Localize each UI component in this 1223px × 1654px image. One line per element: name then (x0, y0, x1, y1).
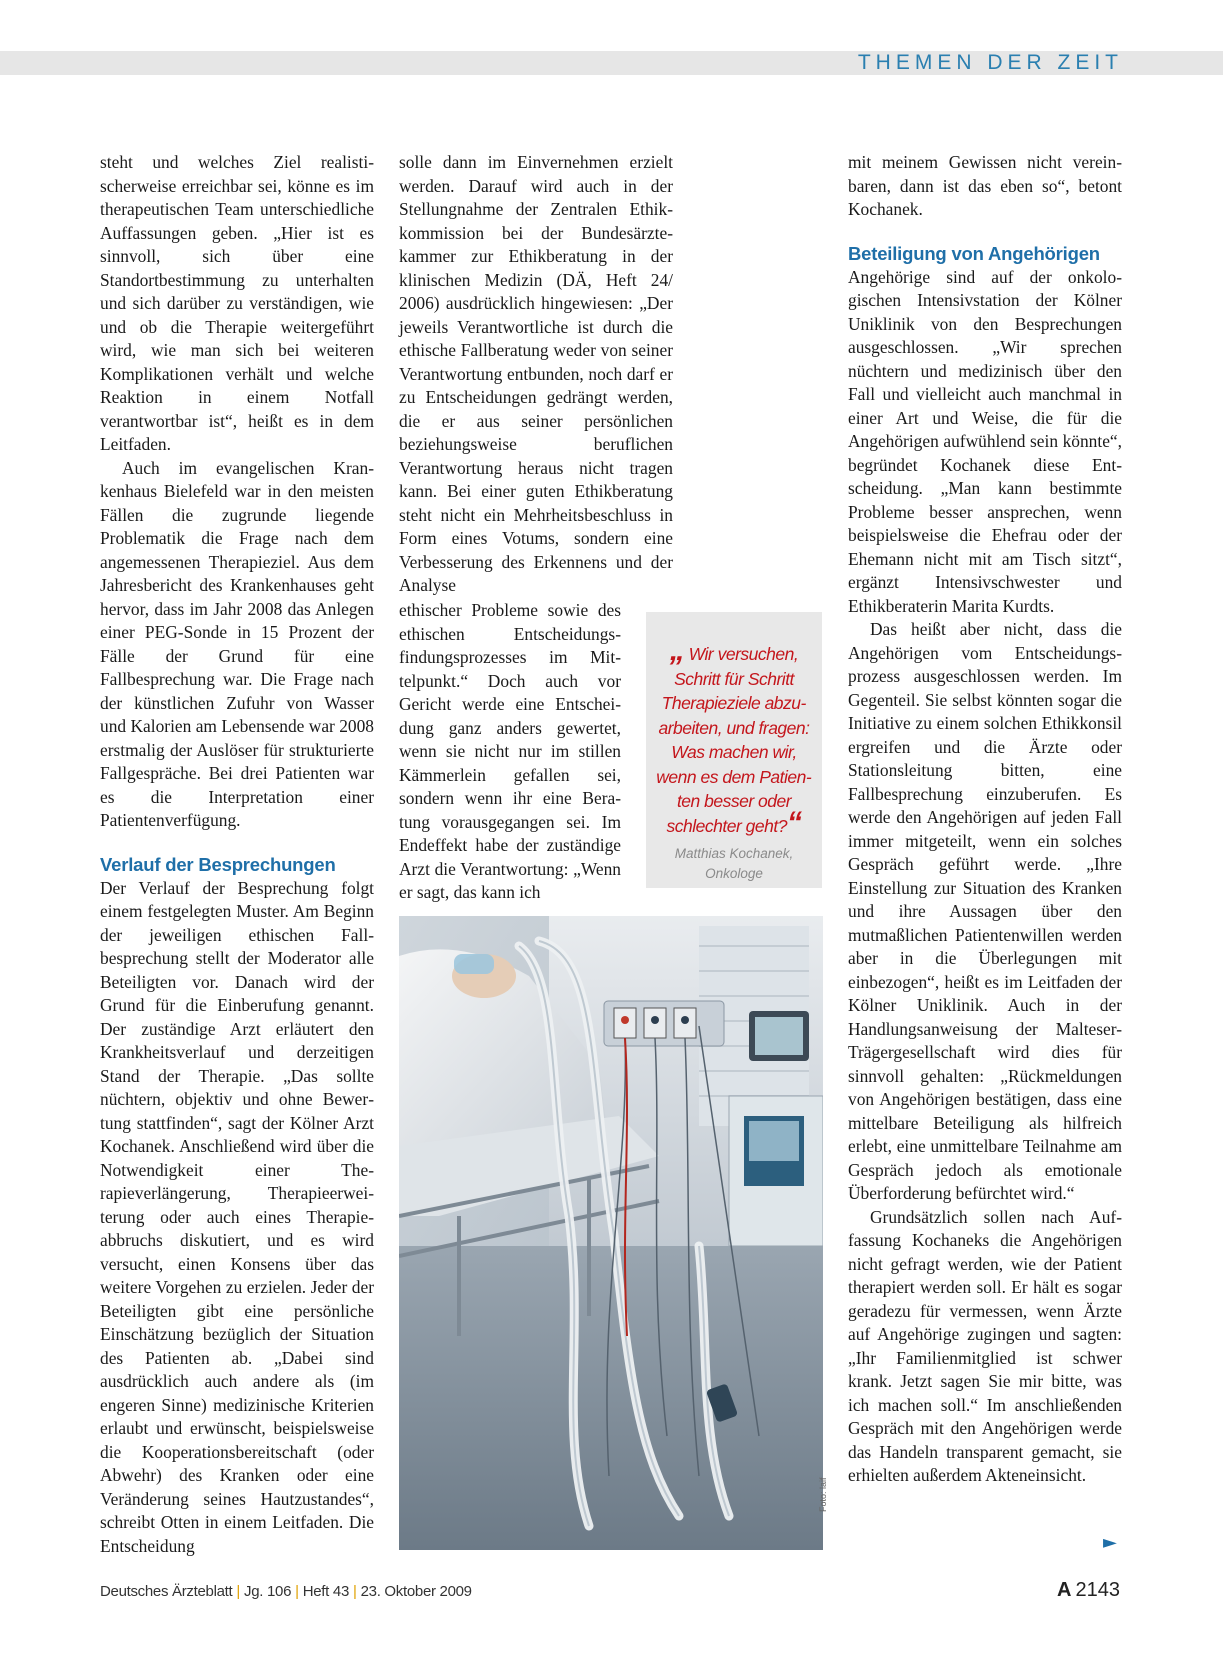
quote-body: Wir versuchen, Schritt für Schritt Therapieziele abzuarbeiten, und fragen: Was machen wir, wenn es dem Patienten besser oder schlechter geht? (656, 644, 812, 836)
subheading-beteiligung: Beteiligung von Angehörigen (848, 242, 1100, 264)
paragraph: Grundsätzlich sollen nach Auffassung Kochaneks die Angehörigen nicht gefragt werden, wie der Patient therapiert werden soll. Er hält es sogar geradezu für vermessen, wenn Ärzte auf Angehörige zugingen und sagten: „Ihr Familienmitglied ist schwer krank. Jetzt sagen Sie mir bitte, was ich machen soll.“ Im anschließenden Gespräch mit den Angehörigen werde das Handeln transparent gemacht, sie erhielten außerdem Akteneinsicht. (848, 1206, 1122, 1485)
footer-issue: Heft 43 (302, 1583, 349, 1600)
quote-author-role: Onkologe (705, 866, 763, 881)
paragraph: steht und welches Ziel realistischerweise erreichbar sei, könne es im therapeutischen Team unterschiedliche Auffassungen geben. „Hier ist es sinnvoll, sich über eine Standortbestimmung zu unterhalten und sich darüber zu verständigen, wie und ob die Therapie weitergeführt wird, wie man sich bei weiteren Komplikationen verhält und welche Reaktion in einem Notfall verantwortbar ist“, heißt es in dem Leitfaden. (100, 152, 374, 454)
icu-photo (399, 916, 823, 1550)
footer-date: 23. Oktober 2009 (360, 1583, 472, 1600)
subheading-verlauf: Verlauf der Besprechungen (100, 853, 336, 875)
paragraph: Auch im evangelischen Krankenhaus Bielefeld war in den meisten Fällen die zugrunde liegende Problematik die Frage nach dem angemessenen Therapieziel. Aus dem Jahresbericht des Krankenhauses geht hervor, dass im Jahr 2008 das Anlegen einer PEG-Sonde in 15 Prozent der Fälle der Grund für eine Fallbesprechung war. Die Frage nach der künstlichen Zufuhr von Wasser und Kalorien am Lebensende war 2008 erstmalig der Auslöser für strukturierte Fallgespräche. Bei drei Patienten war es die Interpretation einer Patientenverfügung. (100, 457, 374, 830)
quote-author (646, 844, 822, 884)
continue-arrow-icon: ► (1103, 1532, 1117, 1553)
paragraph: mit meinem Gewissen nicht vereinbaren, dann ist das eben so“, betont Kochanek. (848, 152, 1122, 219)
quote-text (654, 634, 814, 839)
footer: Deutsches Ärzteblatt | Jg. 106 | Heft 43 | 23. Oktober 2009 (100, 1583, 472, 1600)
column-3 (848, 151, 1122, 1488)
column-2-top (399, 151, 673, 598)
paragraph: Angehörige sind auf der onkologischen Intensivstation der Kölner Uniklinik von den Besprechungen ausgeschlossen. „Wir sprechen nüchtern und medizinisch über den Fall und vielleicht auch manchmal in einer Art und Weise, die für die Angehörigen aufwühlend sein könnte“, begründet Kochanek diese Entscheidung. „Man kann bestimmte Probleme besser ansprechen, wenn beispielsweise die Ehefrau oder der Ehemann nicht mit am Tisch sitzt“, ergänzt Intensivschwester und Ethikberaterin Marita Kurdts. (848, 266, 1122, 616)
column-1 (100, 151, 374, 1558)
quote-close-mark: “ (786, 805, 802, 839)
page-number (1057, 1579, 1120, 1602)
page-number-value: 2143 (1075, 1579, 1120, 1601)
quote-author-name: Matthias Kochanek, (674, 846, 794, 861)
paragraph: Der Verlauf der Besprechung folgt einem festgelegten Muster. Am Beginn der jeweiligen ethischen Fallbesprechung stellt der Moderator alle Beteiligten vor. Danach wird der Grund für die Einberufung genannt. Der zuständige Arzt erläutert den Krankheitsverlauf und derzeitigen Stand der Therapie. „Das sollte nüchtern, objektiv und ohne Bewertung stattfinden“, sagt der Kölner Arzt Kochanek. Anschließend wird über die Notwendigkeit einer Therapieverlängerung, Therapieerweiterung oder auch eines Therapieabbruchs diskutiert, und es wird versucht, einen Konsens über das weitere Vorgehen zu erzielen. Jeder der Beteiligten gibt eine persönliche Einschätzung bezüglich der Situation des Patienten ab. „Dabei sind ausdrücklich auch andere als (im engeren Sinne) medizinische Kriterien erlaubt und erwünscht, beispielsweise die Kooperationsbereitschaft (oder Abwehr) des Kranken oder eine Veränderung seines Hautzustandes“, schreibt Otten in einem Leitfaden. Die Entscheidung (100, 877, 374, 1556)
footer-volume: Jg. 106 (244, 1583, 292, 1600)
paragraph: Das heißt aber nicht, dass die Angehörigen vom Entscheidungsprozess ausgeschlossen werden. Im Gegenteil. Sie selbst könnten sogar die Initiative zu einem solchen Ethikkonsil ergreifen und die Ärzte oder Stationsleitung bitten, eine Fallbesprechung einzuberufen. Es werde den Angehörigen auf jeden Fall immer mitgeteilt, wenn ein solches Gespräch geführt werde. „Ihre Einstellung zur Situation des Kranken und ihre Aussagen über den mutmaßlichen Patientenwillen werden aber in die Überlegungen mit einbezogen“, heißt es im Leitfaden der Kölner Uniklinik. Auch in der Handlungsanweisung der Malteser-Trägergesellschaft wird dies für sinnvoll gehalten: „Rückmeldungen von Angehörigen bestätigen, dass eine mittelbare Beteiligung als hilfreich erlebt, eine unmittelbare Teilnahme am Gespräch jedoch als emotionale Überforderung befürchtet wird.“ (848, 619, 1122, 1203)
section-label: THEMEN DER ZEIT (857, 51, 1123, 74)
column-2-narrow (399, 599, 621, 905)
paragraph: solle dann im Einvernehmen erzielt werden. Darauf wird auch in der Stellungnahme der Zentralen Ethikkommission bei der Bundesärztekammer zur Ethikberatung in der klinischen Medizin (DÄ, Heft 24/ 2006) ausdrücklich hingewiesen: „Der jeweils Verantwortliche ist durch die ethische Fallberatung weder von seiner Verantwortung entbunden, noch darf er zu Entscheidungen gedrängt werden, die er aus seiner persönlichen beziehungsweise beruflichen Verantwortung heraus nicht tragen kann. Bei einer guten Ethikberatung steht nicht ein Mehrheitsbeschluss in Form eines Votums, sondern eine Verbesserung des Erkennens und der Analyse (399, 152, 673, 595)
footer-journal: Deutsches Ärzteblatt (100, 1583, 233, 1600)
paragraph: ethischer Probleme sowie des ethischen Entscheidungsfindungsprozesses im Mittelpunkt.“ Doch auch vor Gericht werde eine Entscheidung ganz anders gewertet, wenn sie nicht nur im stillen Kämmerlein gefallen sei, sondern wenn ihr eine Beratung vorausgegangen sei. Im Endeffekt habe der zuständige Arzt die Verantwortung: „Wenn er sagt, das kann ich (399, 600, 621, 902)
page-prefix: A (1057, 1579, 1072, 1601)
photo-credit: Foto: laif (818, 1477, 828, 1512)
quote-open-mark: „ (669, 634, 685, 667)
pull-quote (646, 612, 822, 888)
